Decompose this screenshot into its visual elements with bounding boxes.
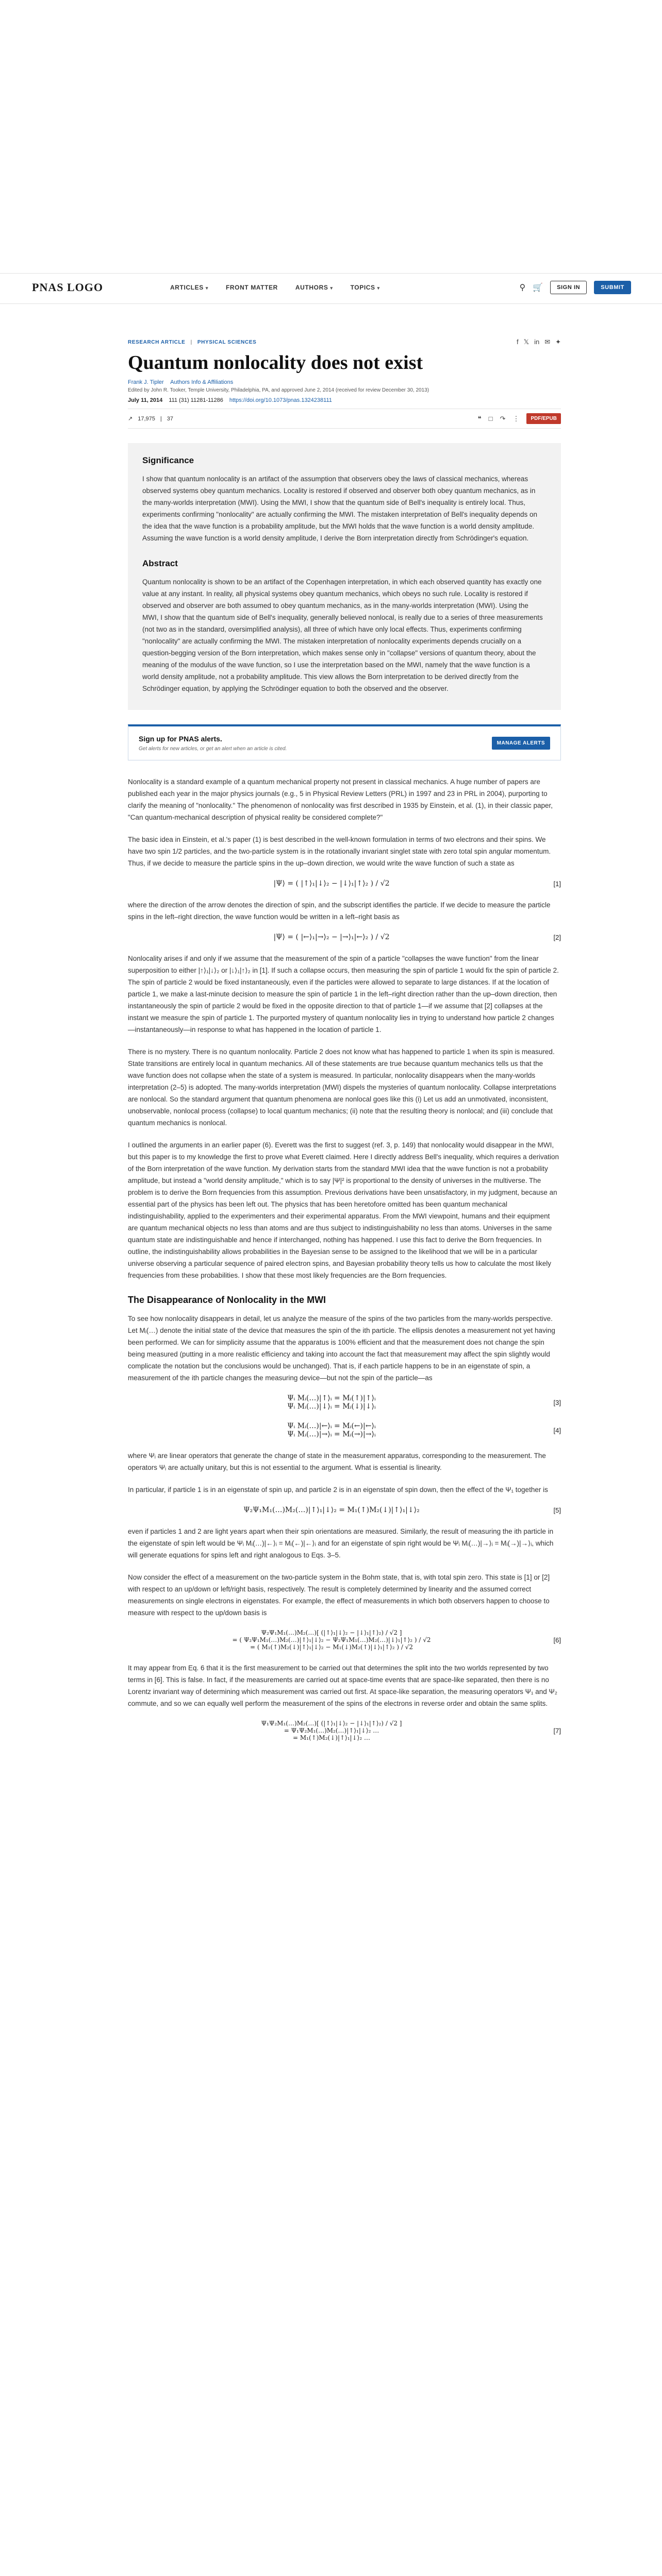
share-icons	[517, 338, 561, 346]
email-icon[interactable]: ✉	[544, 338, 551, 346]
equation-number: [6]	[553, 1636, 561, 1644]
kicker-research-article[interactable]: RESEARCH ARTICLE	[128, 339, 186, 345]
abstract-heading: Abstract	[142, 558, 178, 568]
equation-expression: |Ψ⟩ = ( |←⟩₁|→⟩₂ − |→⟩₁|←⟩₂ ) / √2	[273, 933, 390, 941]
equation-number: [3]	[553, 1398, 561, 1406]
bookmark-icon[interactable]: □	[488, 415, 493, 422]
equation-number: [7]	[553, 1726, 561, 1735]
equation-expression: Ψ₂Ψ₁M₁(…)M₂(…)[ (|↑⟩₁|↓⟩₂ − |↓⟩₁|↑⟩₂) / √2 ] = ( Ψ₂Ψ₁M₁(…)M₂(…)|↑⟩₁|↓⟩₂ − Ψ₂Ψ₁M₁(…)M₂(…)|↓⟩₁|↑⟩₂ ) / √2 = ( M₁(↑)M₂(↓)|↑⟩₁|↓⟩₂ − M₁(↓)M₂(↑)|↓⟩₁|↑⟩₂ ) / √2	[232, 1629, 431, 1651]
share-icon[interactable]: ↷	[500, 414, 506, 422]
doi-link[interactable]: https://doi.org/10.1073/pnas.1324238111	[229, 397, 332, 403]
body-paragraph: There is no mystery. There is no quantum nonlocality. Particle 2 does not know what has happened to particle 1 when its spin is measured. State transitions are entirely local in quantum mechanics. All of these statements are true because quantum mechanics tells us that the wave function does not collapse when the state of a system is measured. In particular, nonlocality disappears when the many-worlds interpretation (2–5) is adopted. The many-worlds interpretation (MWI) dispels the mysteries of quantum nonlocality. Collapse interpretations are nonlocal. So the standard argument that quantum phenomena are nonlocal goes like this (i) Let us add an unmotivated, inconsistent, unobservable, nonlocal process (collapse) to local quantum mechanics; (ii) note that the resulting theory is nonlocal; and (iii) conclude that quantum mechanics is nonlocal.	[128, 1048, 556, 1127]
equation-expression: Ψᵢ Mᵢ(…)|←⟩ᵢ = Mᵢ(←)|←⟩ᵢ Ψᵢ Mᵢ(…)|→⟩ᵢ = Mᵢ(→)|→⟩ᵢ	[287, 1422, 376, 1438]
site-header	[0, 273, 662, 304]
equation-3	[128, 1394, 561, 1411]
views-count[interactable]: 17,975	[138, 415, 155, 422]
chevron-down-icon: ▾	[377, 285, 380, 291]
nav-authors[interactable]	[295, 284, 333, 291]
body-paragraph: even if particles 1 and 2 are light years apart when their spin orientations are measured. Similarly, the result of measuring the ith particle in the eigenstate of spin left would be Ψᵢ Mᵢ(…)|←⟩ᵢ = Mᵢ(←)|←⟩ᵢ and for an eigenstate of spin right would be Ψᵢ Mᵢ(…)|→⟩ᵢ = Mᵢ(→)|→⟩ᵢ, which will generate equations for spins left and right analogous to Eqs. 3–5.	[128, 1528, 554, 1559]
equation-number: [2]	[553, 933, 561, 941]
main-nav	[170, 284, 380, 291]
equation-5	[128, 1506, 561, 1514]
body-paragraph: Nonlocality is a standard example of a quantum mechanical property not present in classical mechanics. A huge number of papers are published each year in the major physics journals (e.g., 5 in Physical Review Letters (PRL) in 1997 and 23 in PRL in 2004), purporting to clarify the meaning of "nonlocality." The phenomenon of nonlocality was first described in 1935 by Einstein, et al. (1), in their classic paper, "Can quantum-mechanical description of physical reality be considered complete?"	[128, 778, 553, 821]
metrics-separator: |	[160, 415, 162, 422]
search-icon[interactable]: ⚲	[519, 283, 526, 292]
kicker-physical-sciences[interactable]: PHYSICAL SCIENCES	[197, 339, 257, 345]
alert-text-group	[139, 735, 287, 752]
kicker-separator: |	[190, 339, 192, 345]
abstract-text: Quantum nonlocality is shown to be an artifact of the Copenhagen interpretation, in which each observed quantity has exactly one value at any instant. In reality, all physical systems obey quantum mechanics, which obeys no such rule. Locality is restored if observed and observer are both assumed to obey quantum mechanics, as in the many-worlds interpretation (MWI). Using the MWI, I show that the quantum side of Bell's inequality, generally believed nonlocal, is really due to a series of three measurements (not two as in the standard, oversimplified analysis), all three of which have only local effects. Thus, experiments confirming "nonlocality" are actually confirming the MWI. The mistaken interpretation of nonlocality experiments depends crucially on a question-begging version of the Born interpretation, which makes sense only in "collapse" versions of quantum theory, about the meaning of the modulus of the wave function, so I use the interpretation based on the MWI, namely that the wave function is a world density amplitude, not a probability amplitude. This view allows the Born interpretation to be derived directly from the Schrödinger equation, by applying the Schrödinger equation to both the observed and the observer.	[142, 578, 543, 692]
body-paragraph: It may appear from Eq. 6 that it is the first measurement to be carried out that determines the split into the two worlds represented by two terms in [6]. This is false. In fact, if the measurements are carried out at space-time events that are space-like separated, then there is no Lorentz invariant way of determining which measurement was carried out first. At space-like separation, the measuring operators Ψ₁ and Ψ₂ commute, and so we can equally well perform the measurement of the spins of the electrons in reverse order and obtain the same splits.	[128, 1664, 557, 1707]
bluesky-icon[interactable]: ✦	[555, 338, 561, 346]
facebook-icon[interactable]: f	[516, 338, 519, 346]
author-info-link[interactable]: Authors Info & Affiliations	[170, 379, 234, 385]
publish-date: July 11, 2014	[128, 397, 163, 403]
article-title: Quantum nonlocality does not exist	[128, 352, 423, 374]
article-tools	[478, 413, 561, 424]
nav-front-matter[interactable]	[226, 284, 278, 291]
more-icon[interactable]: ⋮	[512, 414, 520, 422]
article-body	[128, 776, 561, 1741]
chevron-down-icon: ▾	[330, 285, 333, 291]
volume-pages: 111 (31) 11281-11286	[169, 397, 223, 403]
equation-number: [5]	[553, 1506, 561, 1514]
kicker-row	[128, 335, 561, 349]
section-heading: The Disappearance of Nonlocality in the MWI	[128, 1295, 326, 1305]
chevron-down-icon: ▾	[205, 285, 208, 291]
alert-title: Sign up for PNAS alerts.	[139, 735, 222, 743]
submit-button[interactable]: SUBMIT	[594, 281, 631, 294]
equation-expression: Ψ₂Ψ₁M₁(…)M₂(…)|↑⟩₁|↓⟩₂ = M₁(↑)M₂(↓)|↑⟩₁|↓⟩₂	[243, 1506, 420, 1514]
significance-text: I show that quantum nonlocality is an artifact of the assumption that observers obey the laws of classical mechanics, whereas observed systems obey quantum mechanics. Locality is restored if observed and observer both obey quantum mechanics, as in the many-worlds interpretation (MWI). Using the MWI, I show that the quantum side of Bell's inequality is entirely local. Thus, experiments confirming "nonlocality" are actually confirming the MWI. The mistaken interpretation of Bell's inequality depends on the idea that the wave function is a probability amplitude, but the MWI holds that the wave function is a world density amplitude. Assuming the wave function is a world density amplitude, I derive the Born interpretation directly from Schrödinger's equation.	[142, 475, 538, 542]
article	[128, 335, 561, 1753]
significance-abstract-box	[128, 443, 561, 710]
metrics	[128, 415, 173, 422]
nav-articles[interactable]	[170, 284, 208, 291]
equation-2	[128, 933, 561, 941]
citations-count[interactable]: 37	[167, 415, 173, 422]
equation-expression: Ψ₁Ψ₂M₁(…)M₂(…)[ (|↑⟩₁|↓⟩₂ − |↓⟩₁|↑⟩₂) / √2 ] = Ψ₁Ψ₂M₁(…)M₂(…)|↑⟩₁|↓⟩₂ … = M₁(↑)M₂(↓)|↑⟩₁|↓⟩₂ …	[261, 1720, 402, 1741]
nav-topics[interactable]	[351, 284, 380, 291]
sign-in-button[interactable]: SIGN IN	[550, 281, 587, 294]
equation-7	[128, 1720, 561, 1741]
header-actions	[519, 281, 631, 294]
pdf-epub-button[interactable]: PDF/EPUB	[526, 413, 561, 424]
pnas-logo[interactable]: PNAS LOGO	[32, 281, 103, 294]
equation-number: [1]	[553, 879, 561, 888]
nav-label: FRONT MATTER	[225, 284, 278, 291]
kickers	[128, 340, 256, 345]
nav-label: AUTHORS	[295, 284, 328, 291]
metrics-row	[128, 409, 561, 429]
nav-label: TOPICS	[350, 284, 375, 291]
manage-alerts-button[interactable]: MANAGE ALERTS	[492, 737, 550, 750]
trending-icon: ↗	[128, 416, 133, 422]
equation-4	[128, 1422, 561, 1438]
body-paragraph: Now consider the effect of a measurement on the two-particle system in the Bohm state, that is, with total spin zero. This state is [1] or [2] with respect to an up/down or left/right basis, respectively. The result is completely determined by linearity and the assumed correct measurements on single electrons in eigenstates. For example, the effect of measurements in which both observers happen to choose to measure with respect to the up/down basis is	[128, 1573, 550, 1617]
cart-icon[interactable]: 🛒	[533, 283, 543, 292]
equation-number: [4]	[553, 1426, 561, 1434]
body-paragraph: To see how nonlocality disappears in detail, let us analyze the measure of the spins of the two particles from the many-worlds perspective. Let Mᵢ(…) denote the initial state of the device that measures the spin of the ith particle. The ellipsis denotes a measurement not yet having been performed. We can for simplicity assume that the apparatus is 100% efficient and that the measurement does not change the spin being measured (putting in a more realistic efficiency and taking into account the fact that measurement may affect the spin slightly would complicate the notation but the conclusions would be unchanged). That is, if each particle happens to be in an eigenstate of spin, a measurement of the ith particle changes the measuring device—but not the spin of the particle—as	[128, 1315, 555, 1382]
quote-icon[interactable]: ❝	[477, 414, 482, 422]
body-paragraph: where the direction of the arrow denotes the direction of spin, and the subscript identifies the particle. If we decide to measure the particle spins in the left–right direction, the wave function would be written in a left–right basis as	[128, 901, 551, 921]
body-paragraph: I outlined the arguments in an earlier paper (6). Everett was the first to suggest (ref. 3, p. 149) that nonlocality would disappear in the MWI, but this paper is to my knowledge the first to prove what Everett claimed. Here I directly address Bell's inequality, which requires a derivation of the Born interpretation of the wave function. My derivation starts from the standard MWI idea that the wave function is not a probability amplitude, but instead a "world density amplitude," which is to say |Ψ|² is proportional to the density of universes in the multiverse. The problem is to derive the Born frequencies from this assumption. Previous derivations have been unsatisfactory, in my judgment, because an essential part of the physics has been left out. The physics that has been heretofore omitted has been quantum mechanical indistinguishability, applied to the experimenters and their experimental apparatus. From the MWI viewpoint, humans and their equipment are quantum mechanical objects no less than atoms and are thus subject to indistinguishability no less than atoms. Universes in the same quantum state are indistinguishable and hence if interchanged, nothing has happened. I use this fact to derive the Born frequencies. In outline, the indistinguishability allows probabilities in the Bayesian sense to be assigned to the likelihood that we will be in a particular universe observing a particular sequence of paired electron spins, and Bayesian probability theory tells us how to calculate the most likely frequencies from these probabilities. I show that these most likely frequencies are the Born frequencies.	[128, 1141, 559, 1279]
x-icon[interactable]: 𝕏	[523, 338, 529, 346]
body-paragraph: where Ψᵢ are linear operators that generate the change of state in the measurement apparatus, corresponding to the measurement. The operators Ψᵢ are actually unitary, but this is not essential to the argument. What is essential is linearity.	[128, 1452, 546, 1471]
body-paragraph: The basic idea in Einstein, et al.'s paper (1) is best described in the well-known formulation in terms of two electrons and their spins. We have two spin 1/2 particles, and the two-particle system is in the rotationally invariant singlet state with zero total spin angular momentum. Thus, if we decide to measure the particle spins in the up–down direction, we would write the wave function of such a state as	[128, 836, 551, 867]
alert-subtitle: Get alerts for new articles, or get an alert when an article is cited.	[139, 746, 287, 752]
equation-1	[128, 879, 561, 888]
nav-label: ARTICLES	[170, 284, 204, 291]
equation-expression: Ψᵢ Mᵢ(…)|↑⟩ᵢ = Mᵢ(↑)|↑⟩ᵢ Ψᵢ Mᵢ(…)|↓⟩ᵢ = Mᵢ(↓)|↓⟩ᵢ	[287, 1394, 376, 1411]
author-line	[128, 379, 561, 385]
edited-by: Edited by John R. Tooker, Temple University, Philadelphia, PA, and approved June 2, 2014 (received for review December 30, 2013)	[128, 387, 429, 393]
linkedin-icon[interactable]: in	[534, 338, 540, 346]
equation-6	[128, 1629, 561, 1651]
body-paragraph: In particular, if particle 1 is in an eigenstate of spin up, and particle 2 is in an eigenstate of spin down, then the effect of the Ψ₁ together is	[128, 1486, 548, 1494]
significance-heading: Significance	[142, 455, 194, 465]
body-paragraph: Nonlocality arises if and only if we assume that the measurement of the spin of a particle "collapses the wave function" from the linear superposition to either |↑⟩₁|↓⟩₂ or |↓⟩₁|↑⟩₂ in [1]. If such a collapse occurs, then measuring the spin of particle 1 would fix the spin of particle 2. The spin of particle 2 would be fixed instantaneously, even if the particles were allowed to separate to large distances. If at the location of particle 1, we make a last-minute decision to measure the spin of particle 1 in the left–right direction rather than the up–down direction, then instantaneously the spin of particle 2 would be fixed in the opposite direction to that of particle 1—if we assume that [2] collapses at the instant we measure the spin of particle 1. The purported mystery of quantum nonlocality lies in trying to understand how particle 2 changes—instantaneously—in response to what has happened in the location of particle 1.	[128, 955, 559, 1033]
alert-signup-box	[128, 724, 561, 760]
equation-expression: |Ψ⟩ = ( |↑⟩₁|↓⟩₂ − |↓⟩₁|↑⟩₂ ) / √2	[273, 879, 390, 888]
author-link[interactable]: Frank J. Tipler	[128, 379, 164, 385]
dateline	[128, 397, 561, 403]
